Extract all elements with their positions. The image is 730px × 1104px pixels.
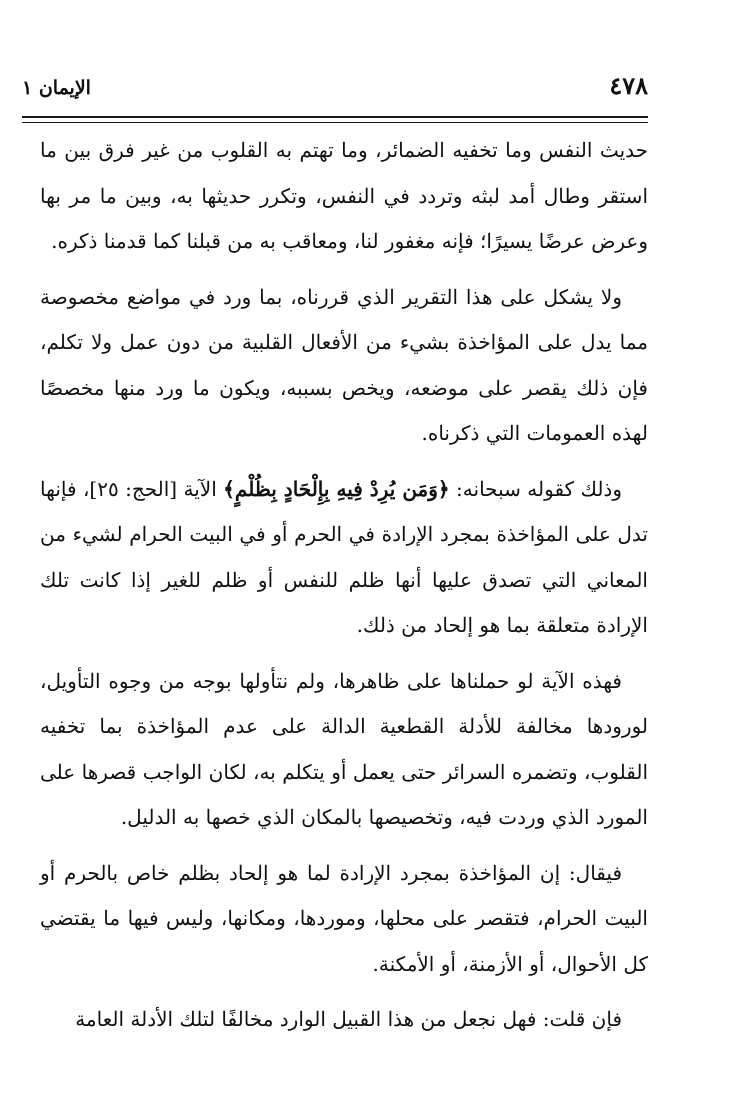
running-title: الإيمان ١ <box>22 77 91 99</box>
header-rule-thin <box>22 122 648 123</box>
paragraph <box>40 467 648 649</box>
quran-verse: ﴿وَمَن يُرِدْ فِيهِ بِإِلْحَادٍ بِظُلْمٍ﴾ <box>223 476 450 501</box>
paragraph: حديث النفس وما تخفيه الضمائر، وما تهتم به القلوب من غير فرق بين ما استقر وطال أمد لبثه وتردد في النفس، وتكرر حديثها به، وبين ما مر بها وعرض عرضًا يسيرًا؛ فإنه مغفور لنا، ومعاقب به من قبلنا كما قدمنا ذكره. <box>40 138 648 253</box>
page-body <box>40 128 648 1053</box>
paragraph-text: الآية [الحج: ٢٥]، فإنها تدل على المؤاخذة بمجرد الإرادة في الحرم أو في البيت الحرام لشيء من المعاني التي تصدق عليها أنها ظلم للنفس أو ظلم للغير إذا كانت تلك الإرادة متعلقة بما هو إلحاد من ذلك. <box>40 476 648 637</box>
header-rule <box>22 116 648 118</box>
paragraph-text: وذلك كقوله سبحانه: <box>449 476 622 501</box>
paragraph: فهذه الآية لو حملناها على ظاهرها، ولم نتأولها بوجه من وجوه التأويل، لورودها مخالفة للأدلة القطعية الدالة على عدم المؤاخذة بما تخفيه القلوب، وتضمره السرائر حتى يعمل أو يتكلم به، لكان الواجب قصرها على المورد الذي وردت فيه، وتخصيصها بالمكان الذي خصها به الدليل. <box>40 668 649 829</box>
page-header <box>22 68 648 108</box>
paragraph: ولا يشكل على هذا التقرير الذي قررناه، بما ورد في مواضع مخصوصة مما يدل على المؤاخذة بشيء من الأفعال القلبية من دون عمل ولا تكلم، فإن ذلك يقصر على موضعه، ويخص بسببه، ويكون ما ورد منها مخصصًا لهذه العمومات التي ذكرناه. <box>40 284 648 445</box>
paragraph: فيقال: إن المؤاخذة بمجرد الإرادة لما هو إلحاد بظلم خاص بالحرم أو البيت الحرام، فتقصر على محلها، وموردها، ومكانها، وليس فيها ما يقتضي كل الأحوال، أو الأزمنة، أو الأمكنة. <box>40 860 648 976</box>
paragraph: فإن قلت: فهل نجعل من هذا القبيل الوارد مخالفًا لتلك الأدلة العامة <box>75 1007 622 1031</box>
page-number: ٤٧٨ <box>609 71 648 100</box>
